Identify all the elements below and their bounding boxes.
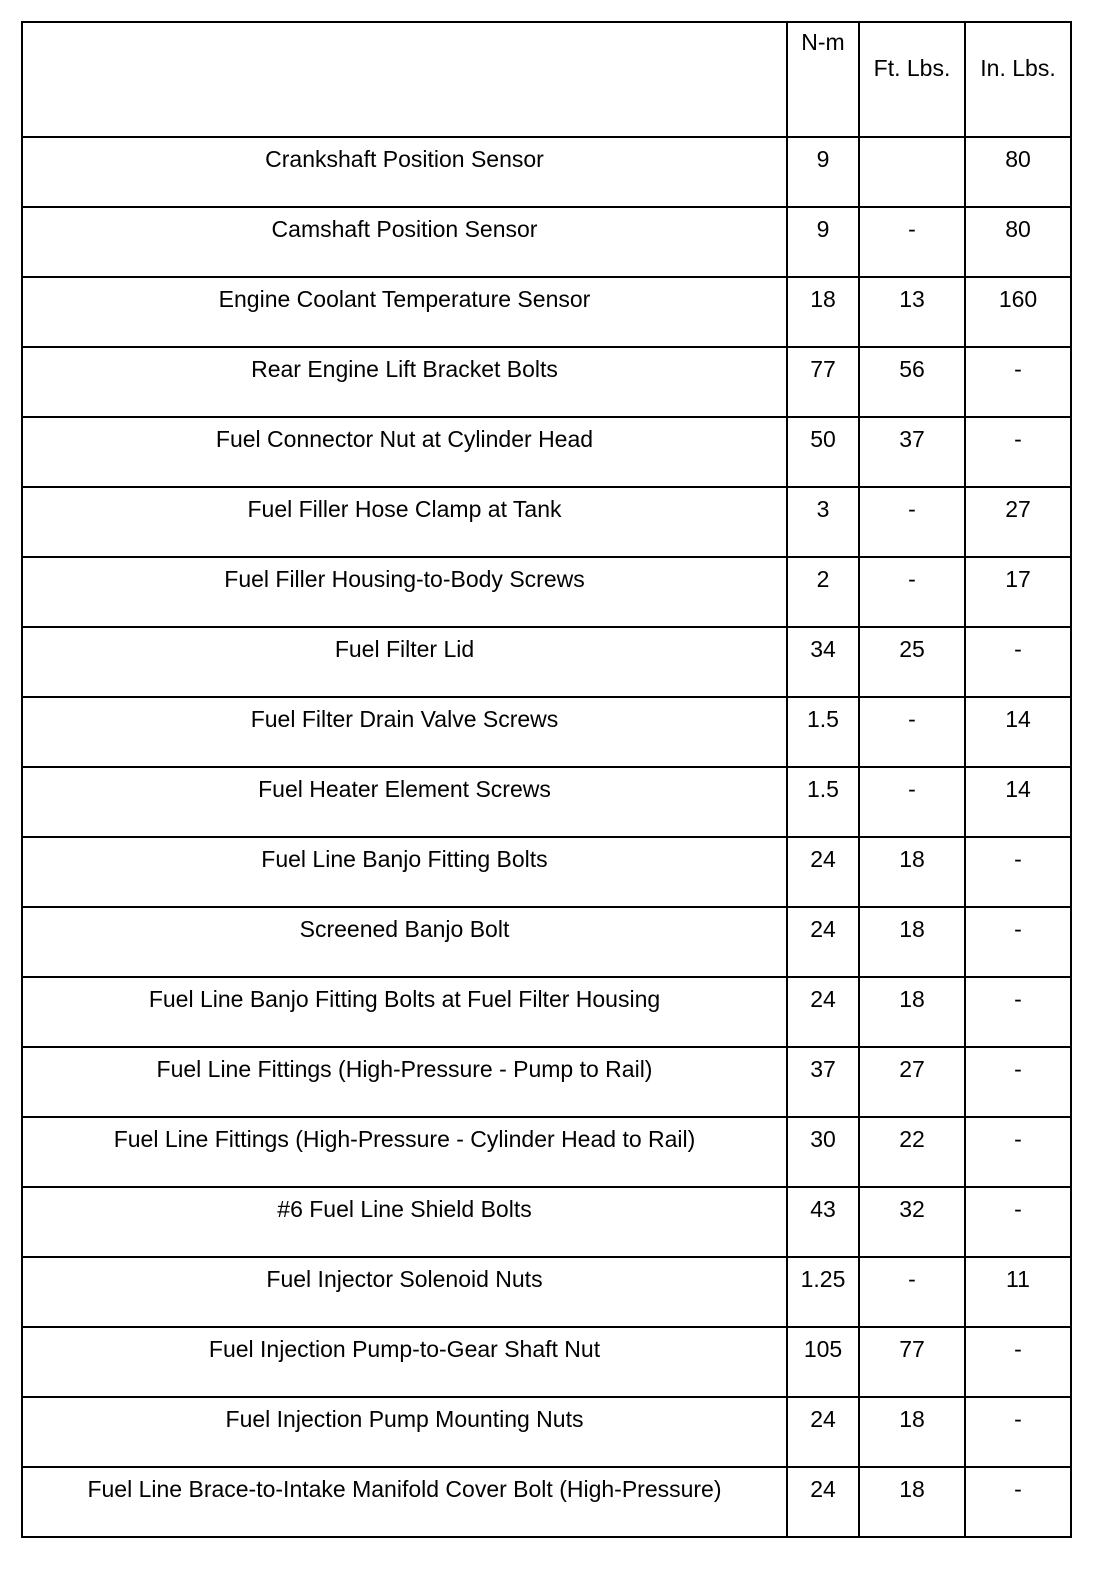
table-row xyxy=(22,487,1071,557)
ft-lbs-cell: - xyxy=(859,1257,965,1327)
nm-cell: 1.5 xyxy=(787,767,859,837)
in-lbs-cell: 80 xyxy=(965,137,1071,207)
nm-cell: 24 xyxy=(787,1467,859,1537)
table-row xyxy=(22,1117,1071,1187)
ft-lbs-cell: - xyxy=(859,487,965,557)
table-row xyxy=(22,1257,1071,1327)
ft-lbs-cell: 18 xyxy=(859,977,965,1047)
in-lbs-cell: 11 xyxy=(965,1257,1071,1327)
nm-cell: 77 xyxy=(787,347,859,417)
in-lbs-cell: - xyxy=(965,1467,1071,1537)
nm-cell: 1.5 xyxy=(787,697,859,767)
nm-cell: 24 xyxy=(787,1397,859,1467)
table-row xyxy=(22,697,1071,767)
in-lbs-cell: - xyxy=(965,907,1071,977)
header-ft-lbs: Ft. Lbs. xyxy=(859,22,965,137)
in-lbs-cell: - xyxy=(965,417,1071,487)
table-row xyxy=(22,207,1071,277)
ft-lbs-cell: 13 xyxy=(859,277,965,347)
table-row xyxy=(22,837,1071,907)
in-lbs-cell: - xyxy=(965,837,1071,907)
in-lbs-cell: - xyxy=(965,1047,1071,1117)
ft-lbs-cell: 18 xyxy=(859,1467,965,1537)
in-lbs-cell: 17 xyxy=(965,557,1071,627)
in-lbs-cell: - xyxy=(965,1327,1071,1397)
in-lbs-cell: 160 xyxy=(965,277,1071,347)
ft-lbs-cell: 22 xyxy=(859,1117,965,1187)
component-cell: Fuel Line Fittings (High-Pressure - Cylinder Head to Rail) xyxy=(22,1117,787,1187)
component-cell: Engine Coolant Temperature Sensor xyxy=(22,277,787,347)
in-lbs-cell: - xyxy=(965,347,1071,417)
nm-cell: 30 xyxy=(787,1117,859,1187)
table-row xyxy=(22,277,1071,347)
nm-cell: 9 xyxy=(787,137,859,207)
in-lbs-cell: - xyxy=(965,1397,1071,1467)
nm-cell: 24 xyxy=(787,837,859,907)
nm-cell: 43 xyxy=(787,1187,859,1257)
table-row xyxy=(22,137,1071,207)
ft-lbs-cell: - xyxy=(859,767,965,837)
ft-lbs-cell: 18 xyxy=(859,907,965,977)
component-cell: Fuel Injector Solenoid Nuts xyxy=(22,1257,787,1327)
in-lbs-cell: - xyxy=(965,977,1071,1047)
nm-cell: 3 xyxy=(787,487,859,557)
nm-cell: 50 xyxy=(787,417,859,487)
table-row xyxy=(22,1187,1071,1257)
table-row xyxy=(22,627,1071,697)
table-row xyxy=(22,1327,1071,1397)
nm-cell: 18 xyxy=(787,277,859,347)
component-cell: Fuel Filler Hose Clamp at Tank xyxy=(22,487,787,557)
table-body xyxy=(22,137,1071,1537)
nm-cell: 37 xyxy=(787,1047,859,1117)
in-lbs-cell: 14 xyxy=(965,767,1071,837)
nm-cell: 2 xyxy=(787,557,859,627)
component-cell: Screened Banjo Bolt xyxy=(22,907,787,977)
component-cell: Crankshaft Position Sensor xyxy=(22,137,787,207)
table-row xyxy=(22,417,1071,487)
ft-lbs-cell: 25 xyxy=(859,627,965,697)
in-lbs-cell: 80 xyxy=(965,207,1071,277)
table-header-row xyxy=(22,22,1071,137)
nm-cell: 24 xyxy=(787,977,859,1047)
ft-lbs-cell: 37 xyxy=(859,417,965,487)
component-cell: Fuel Connector Nut at Cylinder Head xyxy=(22,417,787,487)
table-row xyxy=(22,557,1071,627)
header-in-lbs: In. Lbs. xyxy=(965,22,1071,137)
component-cell: Fuel Injection Pump-to-Gear Shaft Nut xyxy=(22,1327,787,1397)
component-cell: Fuel Line Fittings (High-Pressure - Pump to Rail) xyxy=(22,1047,787,1117)
ft-lbs-cell: 32 xyxy=(859,1187,965,1257)
torque-spec-table xyxy=(21,21,1072,1538)
nm-cell: 1.25 xyxy=(787,1257,859,1327)
component-cell: Camshaft Position Sensor xyxy=(22,207,787,277)
nm-cell: 9 xyxy=(787,207,859,277)
table-row xyxy=(22,767,1071,837)
in-lbs-cell: 14 xyxy=(965,697,1071,767)
component-cell: Fuel Line Brace-to-Intake Manifold Cover Bolt (High-Pressure) xyxy=(22,1467,787,1537)
table-row xyxy=(22,907,1071,977)
table-row xyxy=(22,1467,1071,1537)
ft-lbs-cell: - xyxy=(859,207,965,277)
header-nm: N-m xyxy=(787,22,859,137)
component-cell: Fuel Line Banjo Fitting Bolts at Fuel Filter Housing xyxy=(22,977,787,1047)
ft-lbs-cell: 27 xyxy=(859,1047,965,1117)
component-cell: Fuel Line Banjo Fitting Bolts xyxy=(22,837,787,907)
table-row xyxy=(22,1397,1071,1467)
component-cell: Fuel Filler Housing-to-Body Screws xyxy=(22,557,787,627)
table-row xyxy=(22,1047,1071,1117)
nm-cell: 24 xyxy=(787,907,859,977)
in-lbs-cell: - xyxy=(965,1117,1071,1187)
component-cell: Fuel Filter Lid xyxy=(22,627,787,697)
component-cell: Fuel Injection Pump Mounting Nuts xyxy=(22,1397,787,1467)
ft-lbs-cell: 18 xyxy=(859,1397,965,1467)
ft-lbs-cell: 56 xyxy=(859,347,965,417)
ft-lbs-cell: 18 xyxy=(859,837,965,907)
table-row xyxy=(22,977,1071,1047)
ft-lbs-cell: - xyxy=(859,697,965,767)
in-lbs-cell: 27 xyxy=(965,487,1071,557)
component-cell: Fuel Heater Element Screws xyxy=(22,767,787,837)
header-description xyxy=(22,22,787,137)
table-row xyxy=(22,347,1071,417)
ft-lbs-cell xyxy=(859,137,965,207)
nm-cell: 105 xyxy=(787,1327,859,1397)
component-cell: Fuel Filter Drain Valve Screws xyxy=(22,697,787,767)
nm-cell: 34 xyxy=(787,627,859,697)
in-lbs-cell: - xyxy=(965,1187,1071,1257)
ft-lbs-cell: 77 xyxy=(859,1327,965,1397)
component-cell: #6 Fuel Line Shield Bolts xyxy=(22,1187,787,1257)
in-lbs-cell: - xyxy=(965,627,1071,697)
component-cell: Rear Engine Lift Bracket Bolts xyxy=(22,347,787,417)
ft-lbs-cell: - xyxy=(859,557,965,627)
